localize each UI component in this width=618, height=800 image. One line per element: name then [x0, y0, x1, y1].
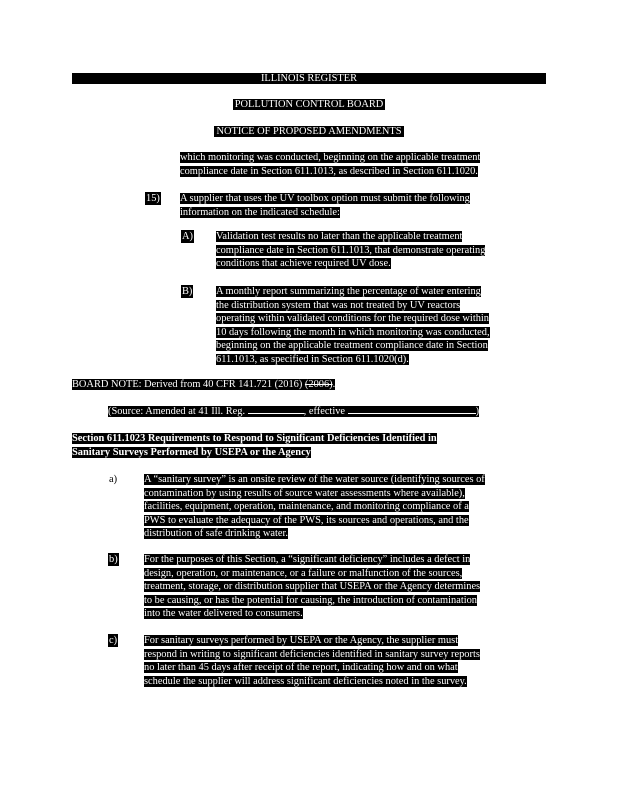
- para-b-text: [144, 553, 546, 621]
- register-title: [72, 72, 546, 85]
- para-b-line: treatment, storage, or distribution supplier that USEPA or the Agency determines: [144, 581, 481, 593]
- item-a-text: [216, 230, 532, 271]
- continuation-line: compliance date in Section 611.1013, as described in Section 611.1020.: [180, 165, 478, 177]
- item-b-line: beginning on the applicable treatment compliance date in Section: [216, 340, 488, 352]
- board-title-text: POLLUTION CONTROL BOARD: [234, 99, 384, 110]
- board-note: [72, 378, 335, 391]
- board-note-end: .: [332, 379, 336, 390]
- item-15-text: [180, 192, 520, 219]
- register-title-text: ILLINOIS REGISTER: [260, 73, 358, 84]
- item-15-line: information on the indicated schedule:: [180, 206, 340, 218]
- para-b-line: For the purposes of this Section, a “significant deficiency” includes a defect in: [144, 554, 471, 565]
- item-a-label: A): [182, 231, 193, 242]
- item-a-line: conditions that achieve required UV dose.: [216, 258, 391, 270]
- para-b-label: b): [109, 554, 118, 565]
- item-b-line: 10 days following the month in which monitoring was conducted,: [216, 326, 490, 338]
- para-a-line: facilities, equipment, operation, maintenance, and monitoring compliance of a: [144, 501, 469, 513]
- board-note-text: BOARD NOTE: Derived from 40 CFR 141.721 (2016): [72, 379, 305, 390]
- notice-title-text: NOTICE OF PROPOSED AMENDMENTS: [216, 126, 402, 137]
- item-a-line: compliance date in Section 611.1013, that demonstrate operating: [216, 244, 486, 256]
- item-15-label: 15): [146, 193, 160, 204]
- section-heading-line: Section 611.1023 Requirements to Respond to Significant Deficiencies Identified in: [72, 433, 437, 444]
- continuation-line: which monitoring was conducted, beginning on the applicable treatment: [180, 152, 481, 163]
- para-a-line: distribution of safe drinking water.: [144, 528, 288, 540]
- item-b-line: A monthly report summarizing the percentage of water entering: [216, 286, 481, 297]
- source-line: [108, 405, 479, 418]
- para-a-line: PWS to evaluate the adequacy of the PWS, its sources and operations, and the: [144, 514, 469, 526]
- para-b-line: design, operation, or maintenance, or a failure or malfunction of the sources,: [144, 567, 463, 579]
- para-c-label: c): [109, 635, 118, 646]
- item-15-line: A supplier that uses the UV toolbox option must submit the following: [180, 193, 470, 204]
- para-a-text: [144, 473, 546, 541]
- para-a-line: contamination by using results of source water assessments where available),: [144, 487, 465, 499]
- para-a-line: A “sanitary survey” is an onsite review of the water source (identifying sources of: [144, 474, 485, 485]
- source-blank-reg: [248, 406, 304, 417]
- section-heading: [72, 432, 546, 459]
- item-b-line: the distribution system that was not treated by UV reactors: [216, 299, 461, 311]
- para-c-line: schedule the supplier will address significant deficiencies noted in the survey.: [144, 675, 467, 687]
- para-c-text: [144, 634, 546, 688]
- source-middle: , effective: [303, 406, 348, 417]
- source-blank-date: [348, 406, 476, 417]
- para-a-label: a): [109, 474, 118, 485]
- continuation-text: [180, 151, 532, 178]
- item-b-line: 611.1013, as specified in Section 611.1020(d).: [216, 353, 409, 365]
- para-c-line: respond in writing to significant deficiencies identified in sanitary survey reports: [144, 648, 480, 660]
- item-b-text: [216, 285, 540, 367]
- board-note-struck: (2006): [304, 379, 333, 390]
- para-b-line: to be causing, or has the potential for causing, the introduction of contamination: [144, 594, 477, 606]
- notice-title: [72, 125, 546, 138]
- source-prefix: (Source: Amended at 41 Ill. Reg.: [108, 406, 248, 417]
- board-title: [72, 98, 546, 111]
- para-c-line: For sanitary surveys performed by USEPA or the Agency, the supplier must: [144, 635, 459, 646]
- item-a-line: Validation test results no later than the applicable treatment: [216, 231, 463, 242]
- para-b-line: into the water delivered to consumers.: [144, 608, 303, 620]
- section-heading-line: Sanitary Surveys Performed by USEPA or the Agency: [72, 446, 311, 458]
- item-b-line: operating within validated conditions for the required dose within: [216, 313, 489, 325]
- para-c-line: no later than 45 days after receipt of the report, indicating how and on what: [144, 662, 458, 674]
- item-b-label: B): [182, 286, 193, 297]
- source-suffix: ): [475, 406, 480, 417]
